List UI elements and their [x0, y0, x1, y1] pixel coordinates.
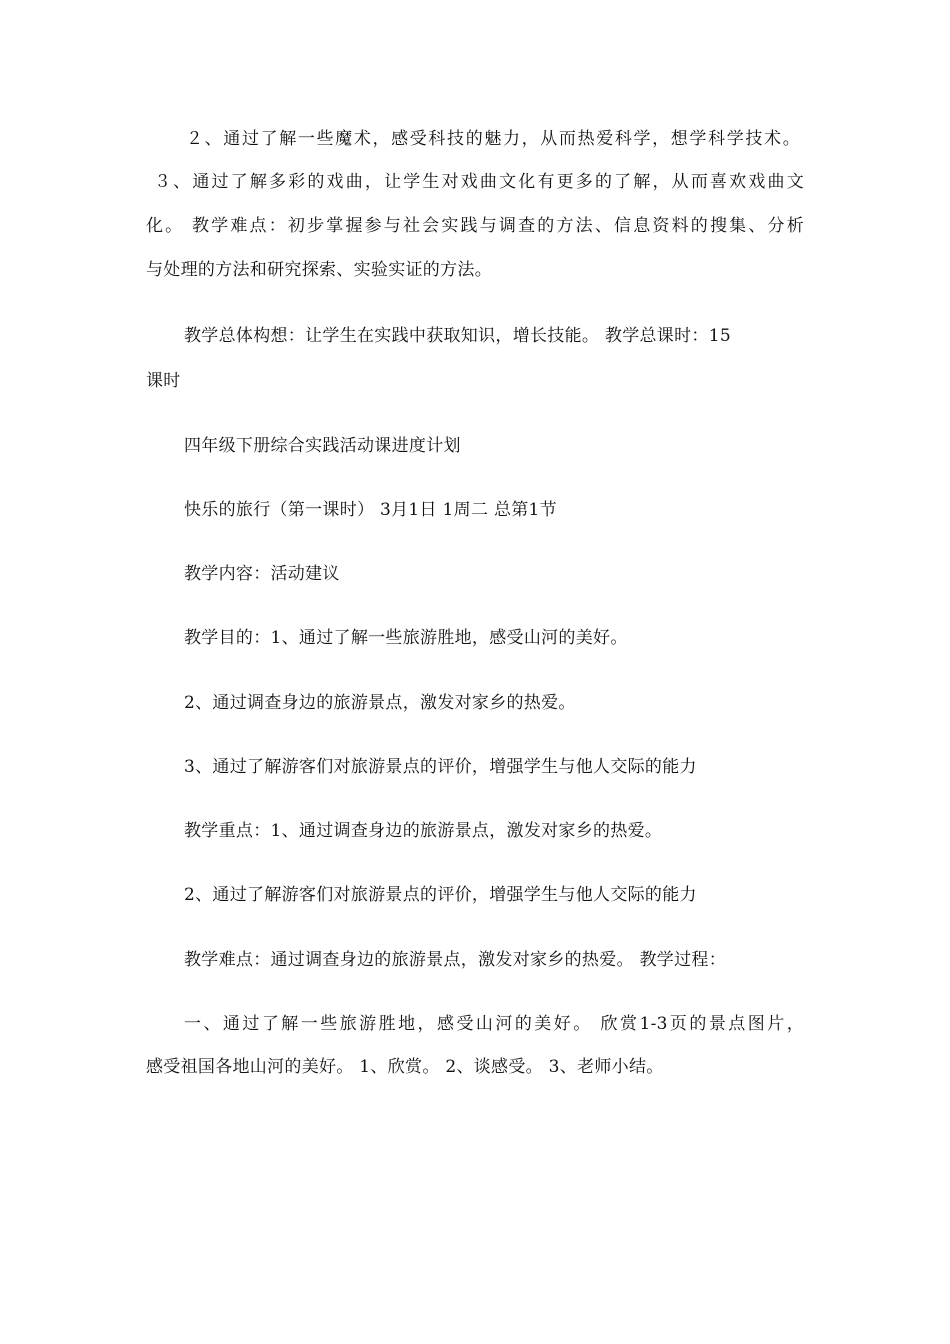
text-line: 教学重点：1、通过调查身边的旅游景点，激发对家乡的热爱。	[184, 821, 663, 841]
text-line: 教学总体构想：让学生在实践中获取知识，增长技能。 教学总课时：15	[184, 326, 731, 346]
lesson-title: 快乐的旅行（第一课时） 3月1日 1周二 总第1节	[184, 500, 557, 520]
text-line: 2、通过调查身边的旅游景点，激发对家乡的热爱。	[184, 693, 576, 713]
section-heading: 四年级下册综合实践活动课进度计划	[184, 436, 461, 456]
text-line: 2、通过了解游客们对旅游景点的评价，增强学生与他人交际的能力	[184, 885, 697, 905]
text-line: 与处理的方法和研究探索、实验实证的方法。	[146, 260, 492, 280]
text-line: 教学难点：通过调查身边的旅游景点，激发对家乡的热爱。 教学过程：	[184, 950, 727, 970]
text-line: 感受祖国各地山河的美好。 1、欣赏。 2、谈感受。 3、老师小结。	[146, 1057, 664, 1077]
text-line: 一、通过了解一些旅游胜地，感受山河的美好。 欣赏1-3页的景点图片，	[184, 1014, 804, 1034]
text-line: 教学内容：活动建议	[184, 564, 340, 584]
text-line: ２、通过了解一些魔术，感受科技的魅力，从而热爱科学，想学科学技术。	[186, 129, 800, 149]
text-line: 3、通过了解游客们对旅游景点的评价，增强学生与他人交际的能力	[184, 757, 697, 777]
text-line: ３、通过了解多彩的戏曲，让学生对戏曲文化有更多的了解，从而喜欢戏曲文	[154, 172, 804, 192]
text-line: 化。 教学难点：初步掌握参与社会实践与调查的方法、信息资料的搜集、分析	[146, 216, 804, 236]
text-line: 教学目的：1、通过了解一些旅游胜地，感受山河的美好。	[184, 628, 628, 648]
text-line: 课时	[146, 371, 181, 391]
